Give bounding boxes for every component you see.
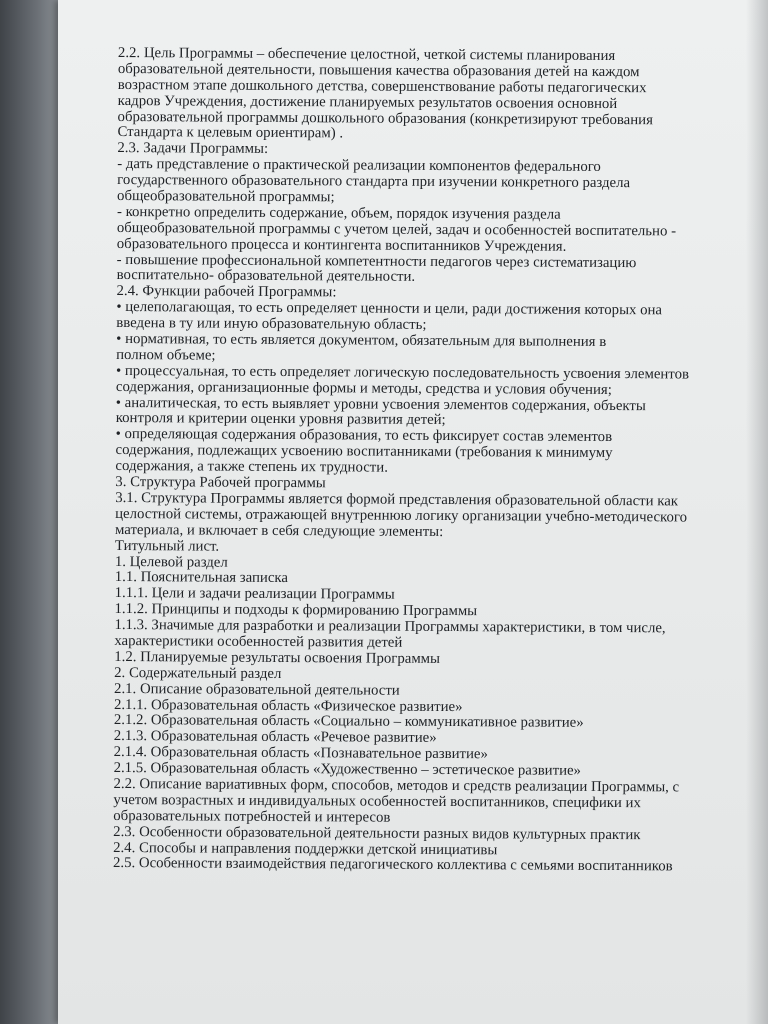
text-line: введена в ту или иную образовательную область;	[116, 315, 427, 334]
text-line: кадров Учреждения, достижение планируемых результатов освоения основной	[117, 92, 618, 112]
text-line: 2.1.3. Образовательная область «Речевое развитие»	[113, 728, 437, 747]
text-line: 2.4. Функции рабочей Программы:	[116, 283, 337, 301]
text-line: содержания, подлежащих усвоению воспитанниками (требования к минимуму	[115, 442, 613, 462]
text-line: 2.2. Цель Программы – обеспечение целостной, четкой системы планирования	[117, 45, 616, 65]
text-line: целостной системы, отражающей внутреннюю логику организации учебно-методического	[115, 505, 688, 526]
text-line: 1.1. Пояснительная записка	[114, 569, 289, 587]
text-line: 2.1. Описание образовательной деятельности	[114, 680, 400, 699]
text-line: - дать представление о практической реализации компонентов федерального	[117, 156, 601, 176]
text-line: • целеполагающая, то есть определяет ценности и цели, ради достижения которых она	[116, 299, 663, 319]
text-line: 1. Целевой раздел	[114, 553, 228, 571]
text-line: содержания, организационные формы и методы, средства и условия обучения;	[115, 378, 612, 398]
text-line: полном объеме;	[116, 346, 216, 364]
text-line: 2.1.4. Образовательная область «Познавательное развитие»	[113, 744, 488, 763]
text-line: 1.1.3. Значимые для разработки и реализации Программы характеристики, в том числе,	[114, 617, 666, 637]
text-line: образовательной деятельности, повышения качества образования детей на каждом	[117, 60, 640, 81]
text-line: образовательной программы дошкольного образования (конкретизируют требования	[117, 108, 653, 128]
text-line: • определяющая содержания образования, то есть фиксирует состав элементов	[115, 426, 613, 446]
text-line: 2.3. Задачи Программы:	[117, 140, 269, 158]
text-line: 2.5. Особенности взаимодействия педагогического коллектива с семьями воспитанников	[112, 855, 673, 875]
background-left-edge	[0, 0, 62, 1024]
text-line: характеристики особенностей развития детей	[114, 632, 403, 651]
text-line: материала, и включает в себя следующие элементы:	[114, 521, 444, 540]
text-line: Титульный лист.	[114, 537, 220, 555]
text-line: • аналитическая, то есть выявляет уровни усвоения элементов содержания, объекты	[115, 394, 646, 414]
text-line: возрастном этапе дошкольного детства, совершенствование работы педагогических	[117, 76, 647, 97]
text-line: 2.2. Описание вариативных форм, способов, методов и средств реализации Программы, с	[113, 775, 680, 796]
text-line: воспитательно- образовательной деятельности.	[116, 267, 416, 286]
text-line: - повышение профессиональной компетентности педагогов через систематизацию	[116, 251, 637, 271]
text-line: 2.1.5. Образовательная область «Художественно – эстетическое развитие»	[113, 760, 582, 779]
text-line: • процессуальная, то есть определяет логическую последовательность усвоения элементов	[115, 362, 690, 383]
text-line: образовательных потребностей и интересов	[113, 807, 391, 826]
text-line: содержания, а также степень их трудности.	[115, 458, 388, 476]
text-line: образовательного процесса и контингента воспитанников Учреждения.	[116, 235, 567, 255]
text-line: 2.1.2. Образовательная область «Социально – коммуникативное развитие»	[113, 712, 584, 732]
text-line: 3.1. Структура Программы является формой представления образовательной области как	[115, 489, 679, 510]
text-line: • нормативная, то есть является документом, обязательным для выполнения в	[116, 331, 607, 351]
text-line: контроля и критерии оценки уровня развития детей;	[115, 410, 446, 429]
document-page	[58, 0, 768, 1024]
text-line: государственного образовательного стандарта при изучении конкретного раздела	[117, 172, 631, 192]
text-line: 2.3. Особенности образовательной деятельности разных видов культурных практик	[113, 823, 641, 843]
text-line: общеобразовательной программы с учетом целей, задач и особенностей воспитательно -	[116, 219, 677, 240]
text-line: - конкретно определить содержание, объем, порядок изучения раздела	[116, 203, 561, 223]
text-line: 1.1.2. Принципы и подходы к формированию Программы	[114, 601, 478, 620]
text-line: 2. Содержательный раздел	[114, 664, 282, 682]
text-line: 1.2. Планируемые результаты освоения Программы	[114, 648, 441, 667]
text-line: 3. Структура Рабочей программы	[115, 474, 326, 492]
text-line: учетом возрастных и индивидуальных особенностей воспитанников, специфики их	[113, 791, 641, 812]
text-line: 2.1.1. Образовательная область «Физическое развитие»	[113, 696, 463, 715]
document-text	[113, 46, 758, 876]
text-line: 2.4. Способы и направления поддержки детской инициативы	[113, 839, 498, 858]
text-line: 1.1.1. Цели и задачи реализации Программы	[114, 585, 395, 603]
text-line: общеобразовательной программы;	[117, 188, 335, 206]
text-line: Стандарта к целевым ориентирам) .	[117, 124, 344, 142]
